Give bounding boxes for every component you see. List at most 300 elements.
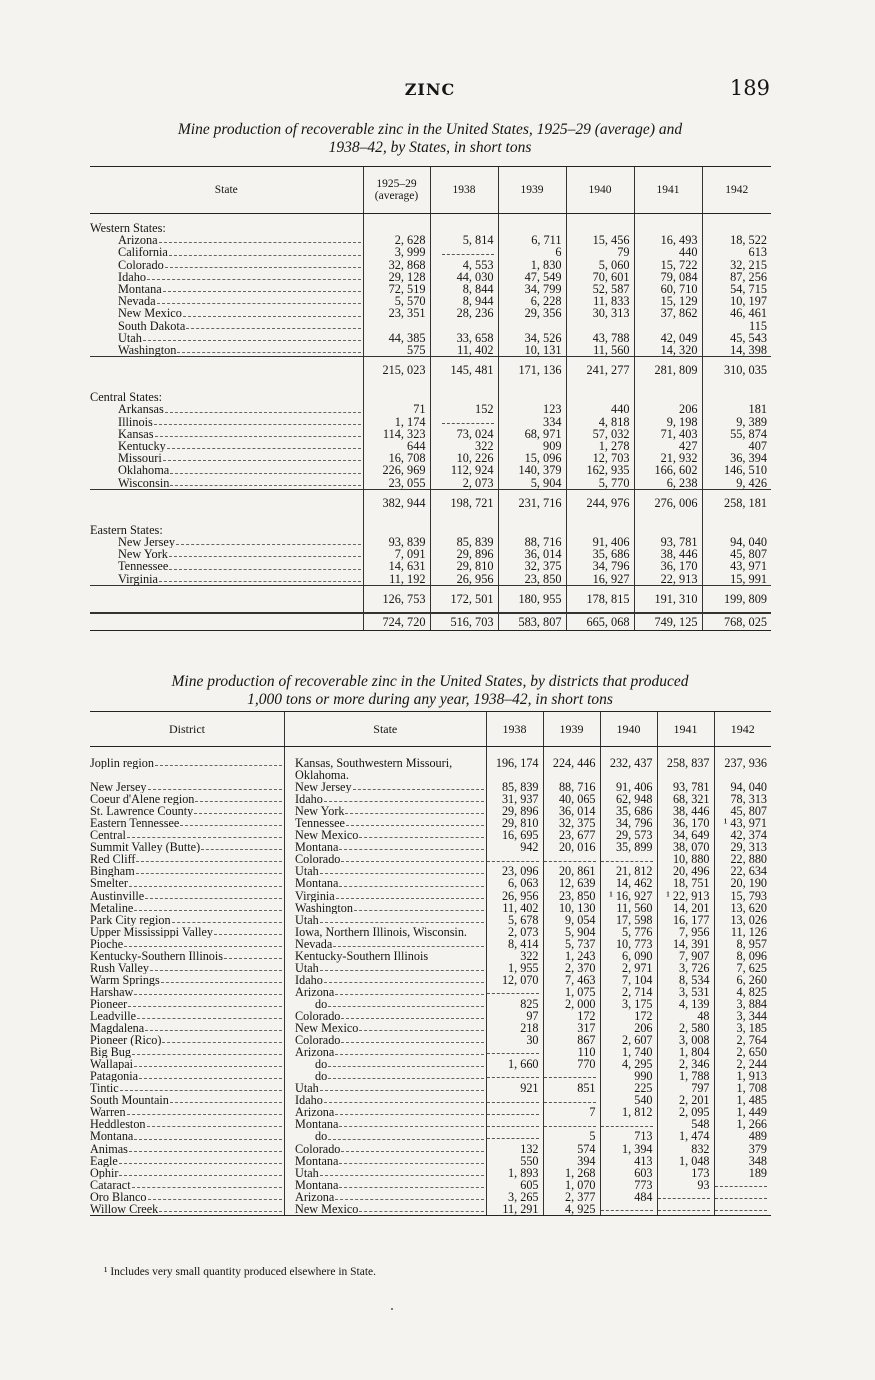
value-cell: 16, 695 [486,829,543,841]
value-cell: 34, 799 [498,283,566,295]
table-row [90,477,771,490]
district-name-text: South Mountain [90,1094,169,1107]
value-cell: 91, 406 [566,536,634,548]
no-data-dash [487,1113,539,1115]
value-cell: 93 [657,1179,714,1191]
spacer-cell [90,747,285,758]
leader-dots [320,962,484,971]
table-row [90,986,771,998]
district-name [90,865,284,877]
district-name [90,950,284,962]
state-name [295,902,485,914]
value-cell: 172 [600,1010,657,1022]
leader-dots [336,890,484,899]
state-name [295,1106,485,1118]
no-data-dash [487,1101,539,1103]
value-cell: 2, 370 [543,962,600,974]
value-cell: 15, 129 [634,295,702,307]
leader-dots [132,1179,282,1188]
value-cell: 832 [657,1143,714,1155]
value-cell: 29, 810 [430,560,498,572]
no-data-dash [487,860,539,862]
state-cell [285,1022,486,1034]
value-cell: 6 [498,246,566,258]
leader-dots [167,440,361,449]
state-name [295,853,485,865]
value-cell: 550 [486,1155,543,1167]
state-name [295,1082,485,1094]
value-cell: 10, 197 [702,295,771,307]
value-cell: 14, 201 [657,902,714,914]
value-cell: 140, 379 [498,464,566,476]
value-cell: 797 [657,1082,714,1094]
value-cell: 1, 830 [498,259,566,271]
leader-dots [154,416,361,425]
district-cell [90,853,285,865]
footnote: ¹ Includes very small quantity produced elsewhere in State. [104,1266,377,1278]
leader-dots [339,1118,483,1127]
leader-dots [139,1070,282,1079]
value-cell: 28, 236 [430,307,498,319]
state-name [118,271,363,283]
district-name-text: Tintic [90,1082,119,1095]
table-row [90,1106,771,1118]
value-cell: 42, 374 [714,829,771,841]
state-name-text: Colorado [295,853,341,866]
value-cell: 29, 356 [498,307,566,319]
value-cell: 93, 781 [634,536,702,548]
state-production-table [90,166,771,631]
spacer-cell [430,379,498,391]
value-cell: 2, 073 [430,477,498,490]
state-cell [90,536,363,548]
table-row [90,974,771,986]
value-cell: 2, 095 [657,1106,714,1118]
district-name-text: Metaline [90,901,134,914]
subtotal-cell: 276, 006 [634,489,702,512]
group-label: Western States: [90,221,166,235]
leader-dots [335,1106,483,1115]
value-cell: 1, 485 [714,1094,771,1106]
leader-dots [134,1130,282,1139]
district-cell [90,1179,285,1191]
state-name-text: Nevada [118,295,156,308]
table-row [90,998,771,1010]
table-row [90,793,771,805]
district-name-text: Leadville [90,1009,137,1023]
district-cell [90,962,285,974]
value-cell: 91, 406 [600,781,657,793]
state-name-text: Illinois [118,415,153,428]
district-cell [90,829,285,841]
column-header: 1942 [702,167,771,214]
value-cell: ¹ 16, 927 [600,890,657,902]
value-cell: 218 [486,1022,543,1034]
value-cell: 394 [543,1155,600,1167]
state-cell [90,428,363,440]
value-cell: 11, 402 [430,344,498,357]
leader-dots [224,950,282,959]
leader-dots [339,877,483,886]
district-name-text: Animas [90,1142,128,1155]
state-name [295,1094,485,1106]
value-cell: 43, 788 [566,332,634,344]
value-cell: 79 [566,246,634,258]
value-cell: 26, 956 [486,890,543,902]
value-cell: 55, 874 [702,428,771,440]
column-header: 1938 [430,167,498,214]
state-name [118,452,363,464]
state-cell [285,1179,486,1191]
leader-dots [335,986,483,995]
value-cell: 4, 553 [430,259,498,271]
leader-dots [163,452,361,461]
value-cell: 603 [600,1167,657,1179]
state-cell [90,246,363,258]
value-cell: 37, 862 [634,307,702,319]
table-row [90,938,771,950]
state-cell [285,865,486,877]
leader-dots [132,1046,282,1055]
leader-dots [137,1010,282,1019]
state-name-text: Montana [118,283,162,296]
value-cell: 35, 686 [566,548,634,560]
no-data-dash [658,1209,710,1211]
table-row [90,403,771,415]
value-cell: 3, 185 [714,1022,771,1034]
leader-dots [147,271,361,280]
value-cell: 990 [600,1070,657,1082]
value-cell: 14, 462 [600,877,657,889]
value-cell: 94, 040 [714,781,771,793]
state-name [295,1203,485,1215]
value-cell [486,1130,543,1142]
value-cell: 440 [634,246,702,258]
value-cell: 1, 708 [714,1082,771,1094]
value-cell: 36, 014 [498,548,566,560]
leader-dots [165,403,361,412]
no-data-dash [601,1125,653,1127]
state-cell [90,259,363,271]
value-cell: 85, 839 [486,781,543,793]
page-header [90,76,770,106]
district-cell [90,974,285,986]
state-name-text: Tennessee [295,817,345,830]
value-cell: 2, 764 [714,1034,771,1046]
value-cell: 38, 070 [657,841,714,853]
table-row [90,1179,771,1191]
value-cell: 10, 130 [543,902,600,914]
state-name [295,1179,485,1191]
state-name [295,1010,485,1022]
column-header: State [285,712,486,747]
value-cell: 87, 256 [702,271,771,283]
value-cell: 1, 048 [657,1155,714,1167]
value-cell: 5, 570 [363,295,430,307]
state-cell [90,344,363,357]
table-row [90,234,771,246]
value-cell: 7, 625 [714,962,771,974]
district-cell [90,1130,285,1142]
district-name [90,1010,284,1022]
table-row [90,1034,771,1046]
value-cell: 613 [702,246,771,258]
district-name-text: Red Cliff [90,853,136,866]
state-cell [285,974,486,986]
table-row [90,1167,771,1179]
value-cell: 3, 344 [714,1010,771,1022]
table-row [90,757,771,781]
district-name [90,1022,284,1034]
leader-dots [148,1191,283,1200]
value-cell: 1, 449 [714,1106,771,1118]
leader-dots [180,817,282,826]
value-cell: 484 [600,1191,657,1203]
value-cell: 4, 295 [600,1058,657,1070]
district-name-text: Austinville [90,889,145,902]
state-cell [90,477,363,490]
no-data-dash [487,1052,539,1054]
state-name-text: Tennessee [118,560,169,573]
table-row [90,829,771,841]
district-name-text: Eastern Tennessee [90,817,180,830]
district-name [90,793,284,805]
leader-dots [353,781,484,790]
state-name-text: New York [295,805,345,818]
spacer-cell [566,214,634,223]
value-cell: 23, 096 [486,865,543,877]
no-data-dash [658,1197,710,1199]
state-name [295,1022,485,1034]
state-cell [285,1106,486,1118]
column-header [363,167,430,214]
district-name [90,1118,284,1130]
state-name [295,986,485,998]
district-name [90,890,284,902]
state-name-text: do [315,1130,328,1143]
state-name-text: Colorado [118,258,164,271]
value-cell: 45, 807 [702,548,771,560]
table-row [90,853,771,865]
value-cell: 114, 323 [363,428,430,440]
value-cell: 2, 201 [657,1094,714,1106]
spacer-cell [430,214,498,223]
grand-total-label-cell [90,613,363,631]
state-name-text: Utah [295,1166,319,1179]
state-cell [285,1118,486,1130]
value-cell: 909 [498,440,566,452]
state-cell [285,817,486,829]
value-cell [634,320,702,332]
value-cell [657,1191,714,1203]
value-cell: 29, 896 [430,548,498,560]
state-cell [285,757,486,781]
value-cell: 14, 391 [657,938,714,950]
state-cell [90,560,363,572]
state-cell [285,793,486,805]
value-cell: 71, 403 [634,428,702,440]
state-name [118,477,363,489]
value-cell: 5, 737 [543,938,600,950]
print-speck [391,1308,393,1310]
value-cell [498,320,566,332]
value-cell: 68, 321 [657,793,714,805]
value-cell: 93, 781 [657,781,714,793]
leader-dots [320,865,484,874]
state-name [295,805,485,817]
value-cell: 85, 839 [430,536,498,548]
state-cell [285,1046,486,1058]
value-cell: 12, 703 [566,452,634,464]
district-name-text: St. Lawrence County [90,805,194,818]
state-cell [285,841,486,853]
state-name [295,1058,485,1070]
spacer-cell [430,512,498,524]
leader-dots [155,428,361,437]
subtotal-cell: 244, 976 [566,489,634,512]
leader-dots [134,986,282,995]
leader-dots [134,1058,282,1067]
spacer-cell [634,512,702,524]
state-name [118,234,363,246]
leader-dots [320,1167,484,1176]
value-cell: 6, 260 [714,974,771,986]
district-cell [90,865,285,877]
value-cell: 47, 549 [498,271,566,283]
district-cell [90,1082,285,1094]
district-cell [90,1034,285,1046]
leader-dots [145,1022,282,1031]
state-cell [285,986,486,998]
value-cell: 258, 837 [657,757,714,781]
no-data-dash [487,1076,539,1078]
district-cell [90,1191,285,1203]
state-cell [285,998,486,1010]
value-cell: 6, 711 [498,234,566,246]
state-name [118,332,363,344]
state-name-text: Idaho [295,1094,323,1107]
district-name [90,1179,284,1191]
state-cell [90,416,363,428]
state-name-text: New Mexico [295,1022,359,1035]
table-row [90,573,771,586]
subtotal-label-cell [90,585,363,608]
leader-dots [324,793,484,802]
state-name [295,1034,485,1046]
district-name [90,877,284,889]
district-cell [90,1094,285,1106]
subtotal-row [90,357,771,380]
district-cell [90,841,285,853]
state-name [118,344,363,356]
value-cell: 8, 844 [430,283,498,295]
value-cell: 334 [498,416,566,428]
value-cell: 9, 198 [634,416,702,428]
state-name [118,283,363,295]
value-cell: 43, 971 [702,560,771,572]
value-cell: 38, 446 [657,805,714,817]
district-name [90,902,284,914]
value-cell: 11, 192 [363,573,430,586]
value-cell: 2, 244 [714,1058,771,1070]
state-name-text: South Dakota [118,319,186,332]
district-name [90,938,284,950]
leader-dots [119,1167,282,1176]
value-cell: 172 [543,1010,600,1022]
table-row [90,817,771,829]
state-cell [285,950,486,962]
value-cell: 20, 016 [543,841,600,853]
value-cell: 6, 063 [486,877,543,889]
value-cell: 9, 426 [702,477,771,490]
state-name-text: Colorado [295,1009,341,1023]
state-cell [90,295,363,307]
value-cell: 10, 226 [430,452,498,464]
value-cell: 4, 925 [543,1203,600,1216]
leader-dots [128,998,282,1007]
district-cell [90,1155,285,1167]
spacer-cell [498,512,566,524]
state-cell [285,962,486,974]
state-name-text: New Jersey [295,781,352,794]
table-row [90,877,771,889]
value-cell: 57, 032 [566,428,634,440]
district-name-text: Coeur d'Alene region [90,793,195,806]
value-cell: 379 [714,1143,771,1155]
value-cell: 22, 880 [714,853,771,865]
leader-dots [339,1155,483,1164]
table-row [90,962,771,974]
group-label: Central States: [90,390,163,405]
leader-dots [183,307,361,316]
leader-dots [143,332,361,341]
value-cell: 26, 956 [430,573,498,586]
running-title: ZINC [404,80,456,99]
value-cell: 16, 493 [634,234,702,246]
value-cell: 440 [566,403,634,415]
subtotal-label-cell [90,357,363,380]
state-cell [285,1082,486,1094]
value-cell: 23, 351 [363,307,430,319]
table-row [90,890,771,902]
state-name [118,403,363,415]
spacer-cell [702,214,771,223]
leader-dots [341,1010,483,1019]
state-cell [285,1070,486,1082]
district-cell [90,998,285,1010]
column-header: 1941 [657,712,714,747]
table-row [90,1118,771,1130]
value-cell: 322 [486,950,543,962]
value-cell: 1, 474 [657,1130,714,1142]
state-cell [285,890,486,902]
spacer-cell [702,512,771,524]
value-cell: 15, 096 [498,452,566,464]
table-row [90,1046,771,1058]
leader-dots [155,757,282,766]
district-name-text: Smelter [90,877,128,890]
value-cell: 32, 215 [702,259,771,271]
value-cell: 34, 649 [657,829,714,841]
state-name-text: Montana [295,841,339,854]
value-cell: 713 [600,1130,657,1142]
value-cell: 23, 850 [543,890,600,902]
spacer-cell [498,214,566,223]
district-cell [90,1118,285,1130]
district-cell [90,938,285,950]
state-cell [285,902,486,914]
district-name [90,829,284,841]
